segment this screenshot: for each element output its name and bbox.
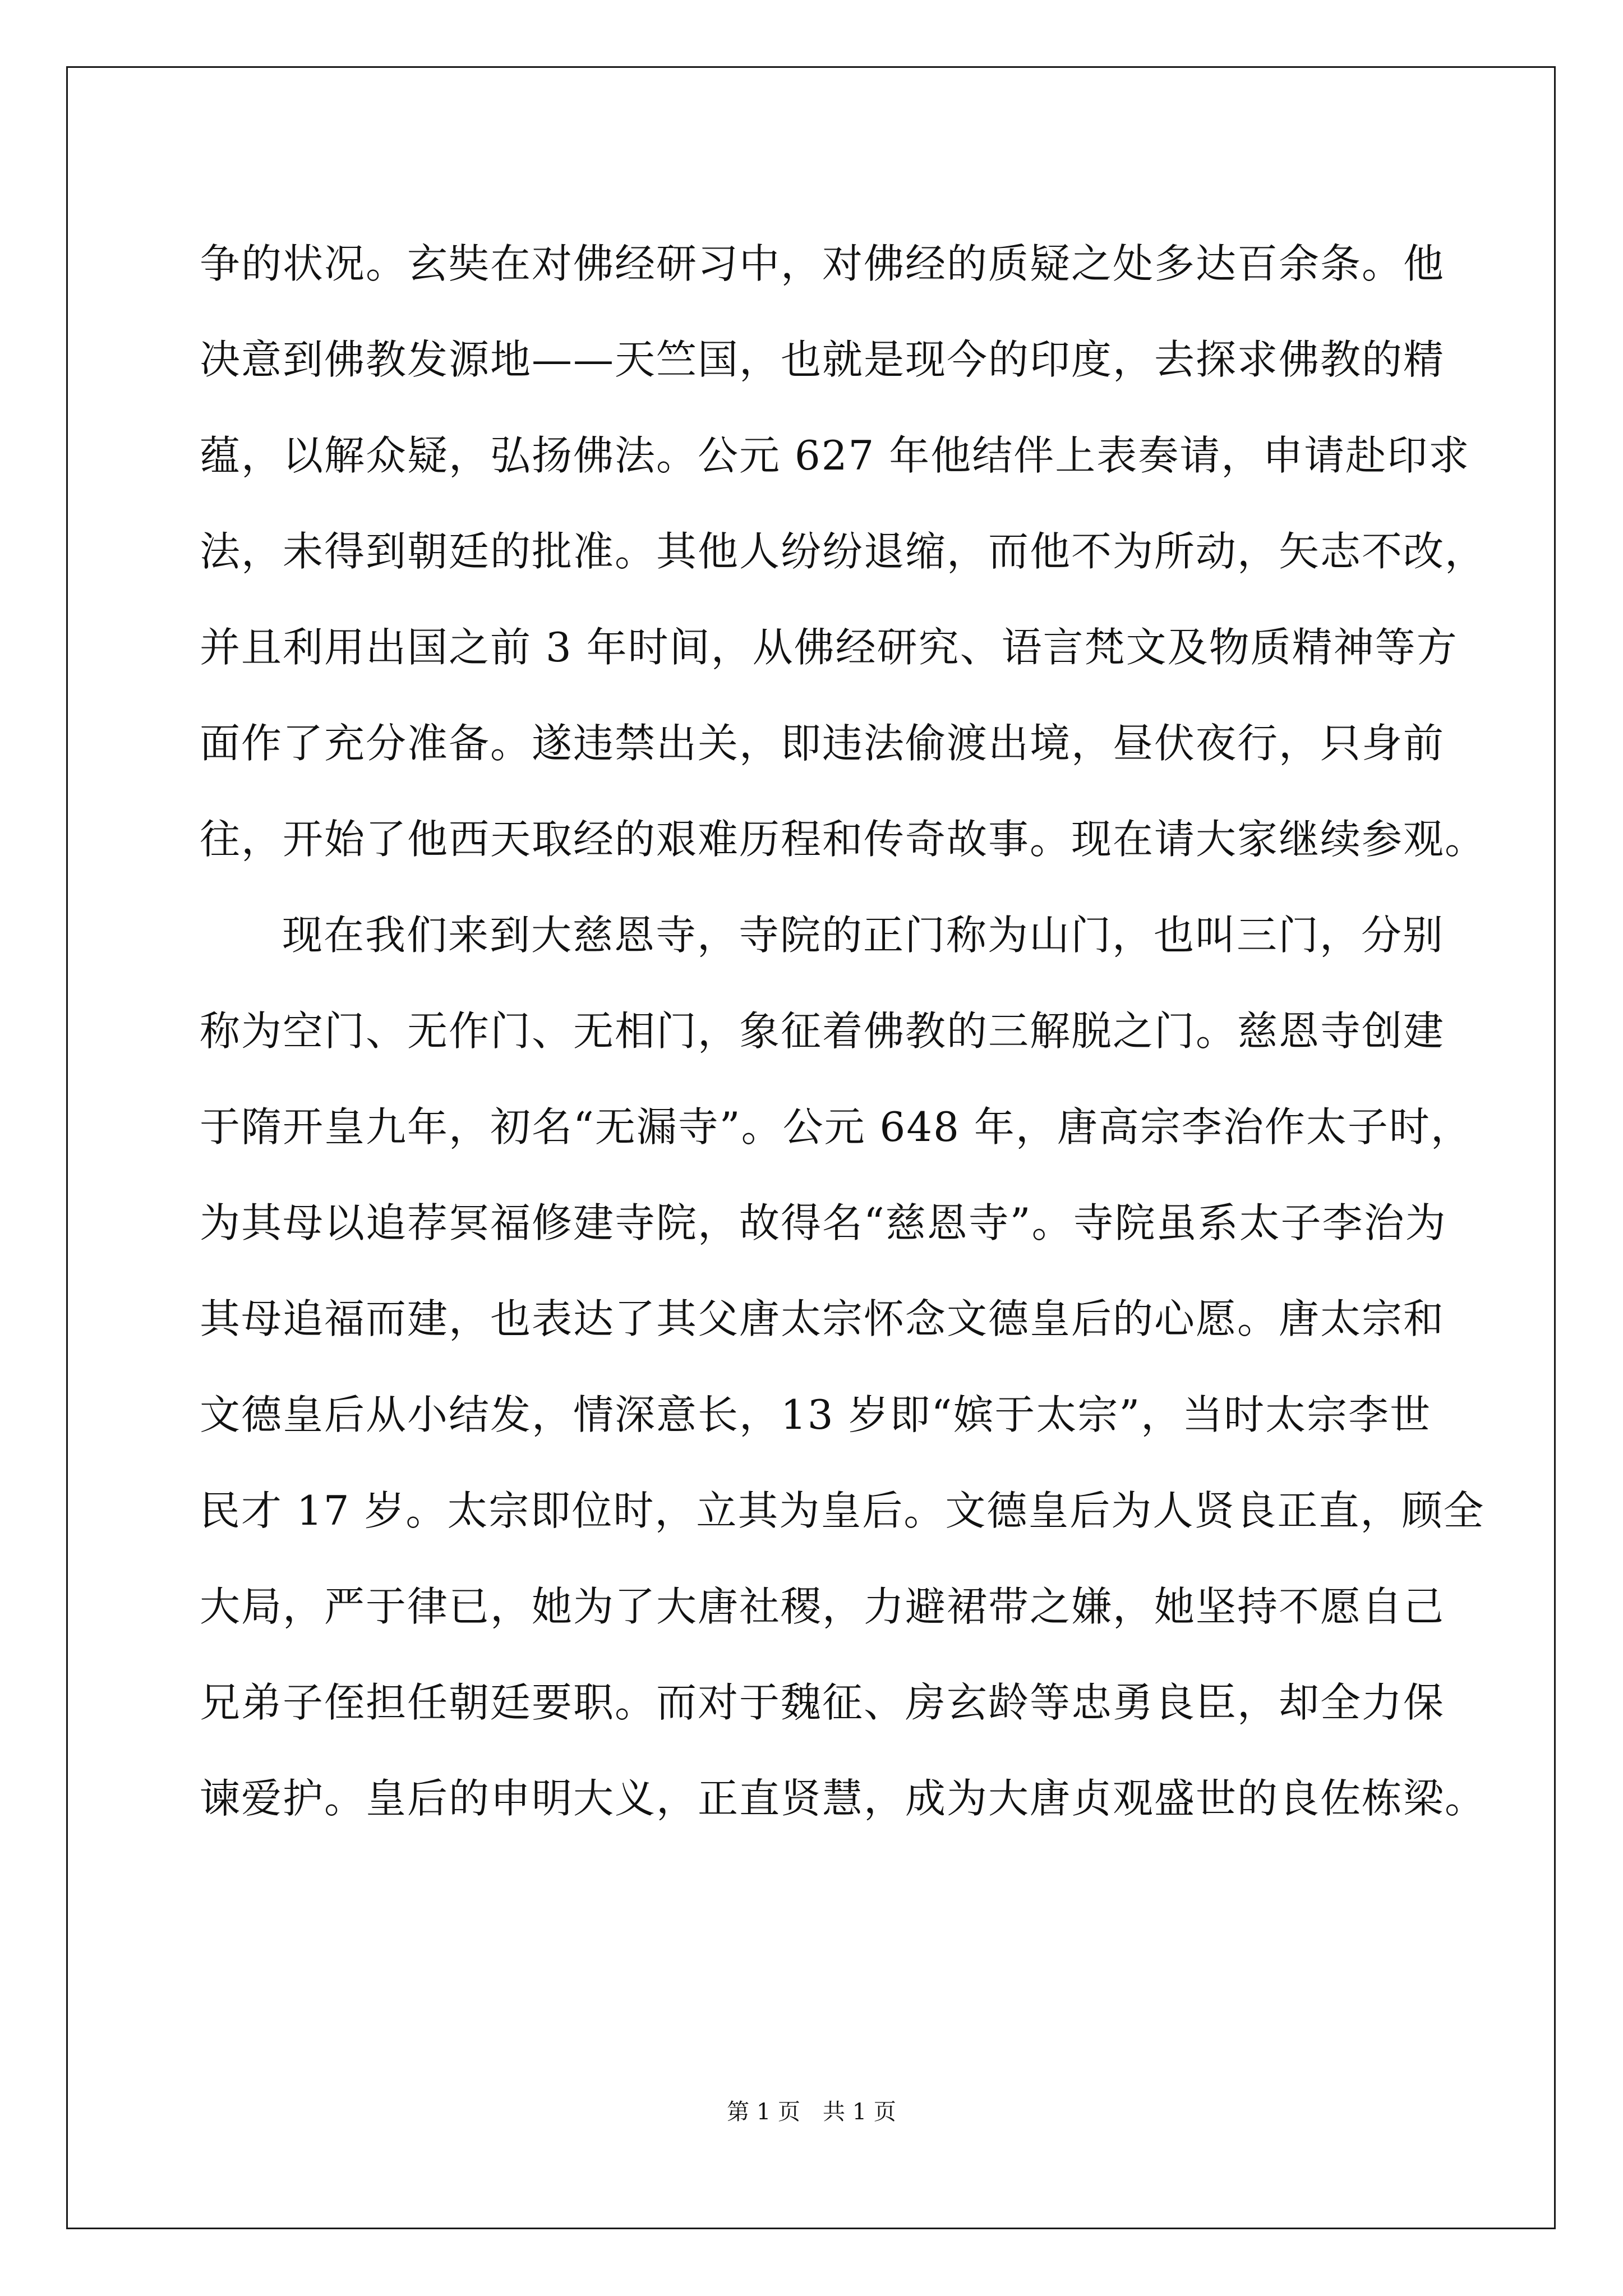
page-total: 共 1 页 [823,2099,896,2125]
text-line: 谏爱护。皇后的申明大义，正直贤慧，成为大唐贞观盛世的良佐栋梁。 [200,1775,1487,1822]
text-line: 于隋开皇九年，初名“无漏寺”。公元 648 年，唐高宗李治作太子时， [200,1103,1472,1151]
page-footer [0,2095,1623,2129]
text-line: 法，未得到朝廷的批准。其他人纷纷退缩，而他不为所动，矢志不改， [200,528,1487,575]
text-line: 民才 17 岁。太宗即位时，立其为皇后。文德皇后为人贤良正直，顾全 [200,1487,1485,1534]
text-line: 决意到佛教发源地——天竺国，也就是现今的印度，去探求佛教的精 [200,336,1445,383]
text-line: 文德皇后从小结发，情深意长，13 岁即“嫔于太宗”，当时太宗李世 [200,1391,1432,1438]
paragraph-start-line: 现在我们来到大慈恩寺，寺院的正门称为山门，也叫三门，分别 [282,912,1445,959]
text-line: 其母追福而建，也表达了其父唐太宗怀念文德皇后的心愿。唐太宗和 [200,1295,1445,1342]
text-line: 面作了充分准备。遂违禁出关，即违法偷渡出境，昼伏夜行，只身前 [200,720,1445,767]
text-line: 兄弟子侄担任朝廷要职。而对于魏征、房玄龄等忠勇良臣，却全力保 [200,1679,1445,1726]
text-line: 蕴，以解众疑，弘扬佛法。公元 627 年他结伴上表奏请，申请赴印求 [200,432,1470,479]
text-line: 称为空门、无作门、无相门，象征着佛教的三解脱之门。慈恩寺创建 [200,1007,1445,1055]
text-line: 大局，严于律已，她为了大唐社稷，力避裙带之嫌，她坚持不愿自己 [200,1583,1445,1630]
page-number: 第 1 页 [727,2099,800,2125]
text-line: 为其母以追荐冥福修建寺院，故得名“慈恩寺”。寺院虽系太子李治为 [200,1199,1447,1246]
text-line: 往，开始了他西天取经的艰难历程和传奇故事。现在请大家继续参观。 [200,816,1487,863]
text-line: 争的状况。玄奘在对佛经研习中，对佛经的质疑之处多达百余条。他 [200,240,1445,287]
body-text [200,216,1487,1847]
text-line: 并且利用出国之前 3 年时间，从佛经研究、语言梵文及物质精神等方 [200,624,1458,671]
